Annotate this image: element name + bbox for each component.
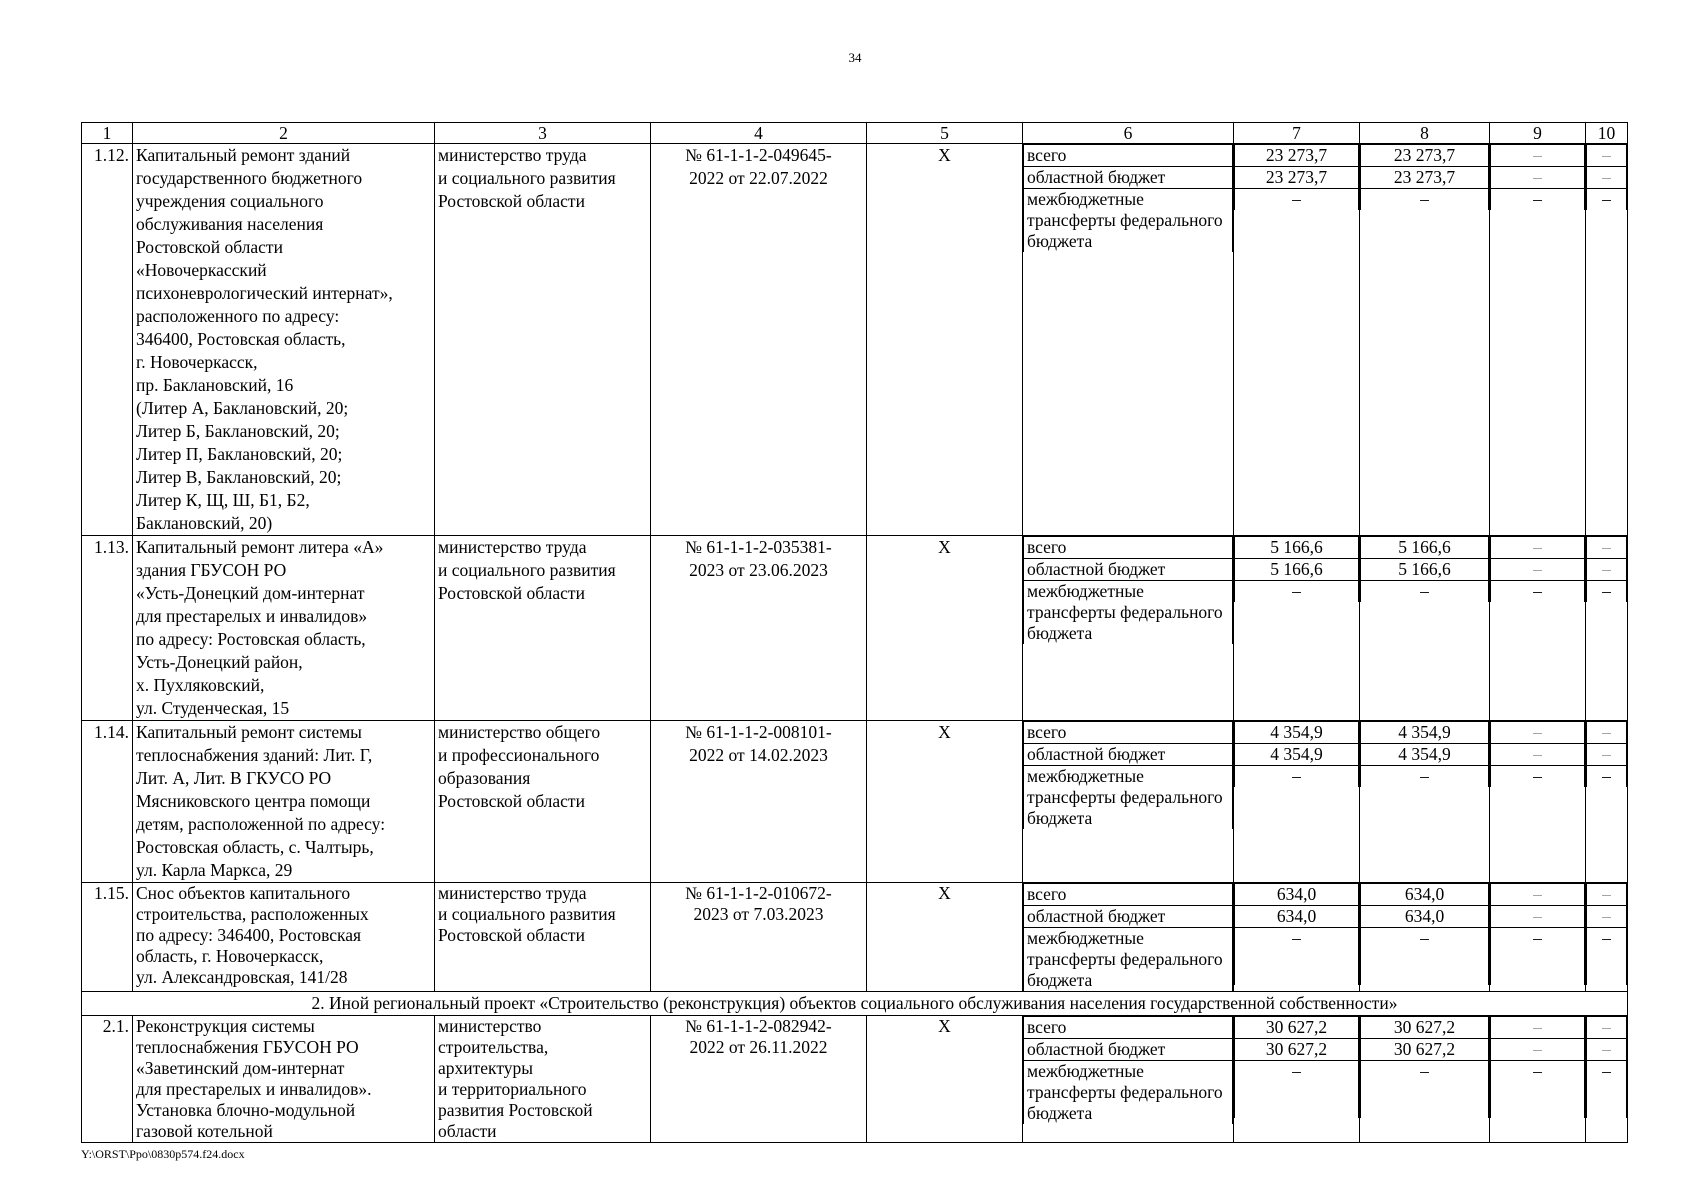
text-line: ул. Карла Маркса, 29 [136, 860, 293, 880]
amount-cell-c8 [1360, 1016, 1490, 1143]
amount-value: 23 273,7 [1235, 167, 1359, 189]
page-number: 34 [848, 50, 862, 65]
amount-value: 634,0 [1235, 906, 1359, 928]
text-line: Литер П, Баклановский, 20; [136, 444, 343, 464]
amount-value: – [1235, 928, 1359, 986]
text-line: государственного бюджетного [136, 168, 363, 188]
text-line: архитектуры [438, 1058, 533, 1078]
text-line: 2022 от 26.11.2022 [689, 1037, 828, 1057]
amount-cell-c10 [1586, 883, 1628, 992]
text-line: министерство труда [438, 883, 587, 903]
text-line: по адресу: 346400, Ростовская [136, 925, 362, 945]
column-number: 5 [867, 123, 1023, 144]
section-heading-row [82, 992, 1628, 1016]
text-line: Литер Б, Баклановский, 20; [136, 421, 340, 441]
registry-table [81, 122, 1628, 1143]
amount-cell-c7 [1234, 883, 1360, 992]
amount-cell-c9 [1490, 144, 1586, 536]
amount-value: – [1587, 537, 1627, 559]
text-line: Установка блочно-модульной [136, 1100, 356, 1120]
text-line: министерство [438, 1016, 542, 1036]
amount-value: – [1361, 581, 1489, 603]
amount-cell-c9 [1490, 1016, 1586, 1143]
text-line: психоневрологический интернат», [136, 283, 393, 303]
text-line: теплоснабжения ГБУСОН РО [136, 1037, 359, 1057]
text-line: обслуживания населения [136, 214, 324, 234]
amount-value: 30 627,2 [1235, 1017, 1359, 1039]
text-line: Капитальный ремонт системы [136, 722, 362, 742]
text-line: Лит. А, Лит. В ГКУСО РО [136, 768, 332, 788]
amount-value: – [1235, 189, 1359, 211]
amount-value: – [1587, 766, 1627, 788]
text-line: строительства, расположенных [136, 904, 369, 924]
amount-value: – [1491, 1061, 1585, 1119]
amount-cell-c10 [1586, 144, 1628, 536]
amount-value: – [1361, 928, 1489, 986]
funding-source-label: межбюджетные трансферты федерального бюджета [1024, 766, 1233, 830]
amount-cell-c8 [1360, 144, 1490, 536]
text-line: области [438, 1121, 497, 1141]
amount-value: 23 273,7 [1361, 145, 1489, 167]
amount-value: – [1491, 744, 1585, 766]
col5-mark: Х [867, 1016, 1023, 1143]
column-number: 3 [435, 123, 651, 144]
funding-source-label: межбюджетные трансферты федерального бюджета [1024, 581, 1233, 645]
amount-value: – [1587, 884, 1627, 906]
table-row [82, 721, 1628, 883]
row-number: 1.12. [82, 144, 133, 536]
row-number: 2.1. [82, 1016, 133, 1143]
text-line: расположенного по адресу: [136, 306, 340, 326]
amount-value: – [1491, 928, 1585, 986]
amount-value: 30 627,2 [1361, 1017, 1489, 1039]
amount-value: 5 166,6 [1361, 559, 1489, 581]
text-line: Баклановский, 20) [136, 513, 273, 533]
text-line: 2022 от 14.02.2023 [689, 745, 828, 765]
amount-cell-c9 [1490, 721, 1586, 883]
text-line: министерство общего [438, 722, 601, 742]
funding-source-label: областной бюджет [1024, 559, 1233, 581]
text-line: № 61-1-1-2-035381- [685, 537, 832, 557]
table-row [82, 144, 1628, 536]
funding-source-cell [1023, 144, 1234, 536]
amount-value: – [1587, 906, 1627, 928]
amount-value: – [1587, 928, 1627, 986]
text-line: министерство труда [438, 537, 587, 557]
row-number: 1.13. [82, 536, 133, 721]
amount-cell-c9 [1490, 536, 1586, 721]
text-line: Снос объектов капитального [136, 883, 351, 903]
text-line: «Новочеркасский [136, 260, 267, 280]
text-line: и социального развития [438, 560, 616, 580]
text-line: г. Новочеркасск, [136, 352, 258, 372]
amount-value: – [1491, 1039, 1585, 1061]
funding-source-cell [1023, 883, 1234, 992]
amount-value: – [1361, 1061, 1489, 1119]
text-line: Капитальный ремонт зданий [136, 145, 351, 165]
amount-value: – [1361, 189, 1489, 211]
amount-value: 30 627,2 [1361, 1039, 1489, 1061]
text-line: учреждения социального [136, 191, 324, 211]
file-path-footer: Y:\ORST\Ppo\0830p574.f24.docx [81, 1147, 245, 1161]
text-line: 2022 от 22.07.2022 [689, 168, 828, 188]
text-line: Мясниковского центра помощи [136, 791, 371, 811]
column-number: 7 [1234, 123, 1360, 144]
text-line: Литер К, Щ, Ш, Б1, Б2, [136, 490, 310, 510]
funding-source-label: межбюджетные трансферты федерального бюджета [1024, 1061, 1233, 1125]
text-line: 2023 от 23.06.2023 [689, 560, 828, 580]
funding-source-label: областной бюджет [1024, 744, 1233, 766]
amount-cell-c9 [1490, 883, 1586, 992]
amount-value: 4 354,9 [1361, 722, 1489, 744]
amount-value: – [1235, 766, 1359, 788]
column-number: 9 [1490, 123, 1586, 144]
funding-source-cell [1023, 1016, 1234, 1143]
amount-value: 634,0 [1235, 884, 1359, 906]
column-number-row [82, 123, 1628, 144]
funding-source-label: всего [1024, 1017, 1233, 1039]
amount-value: 5 166,6 [1235, 559, 1359, 581]
amount-value: – [1491, 167, 1585, 189]
amount-value: 4 354,9 [1361, 744, 1489, 766]
amount-value: 5 166,6 [1361, 537, 1489, 559]
amount-cell-c10 [1586, 536, 1628, 721]
table-row [82, 883, 1628, 992]
text-line: и профессионального [438, 745, 600, 765]
section-title: 2. Иной региональный проект «Строительство (реконструкция) объектов социального обслуживания населения государственной собственности» [82, 992, 1628, 1016]
col5-mark: Х [867, 721, 1023, 883]
text-line: Литер В, Баклановский, 20; [136, 467, 342, 487]
amount-value: – [1491, 766, 1585, 788]
text-line: по адресу: Ростовская область, [136, 629, 366, 649]
text-line: здания ГБУСОН РО [136, 560, 287, 580]
amount-value: – [1491, 906, 1585, 928]
funding-source-label: областной бюджет [1024, 1039, 1233, 1061]
text-line: Ростовской области [438, 191, 585, 211]
amount-cell-c8 [1360, 536, 1490, 721]
text-line: ул. Александровская, 141/28 [136, 967, 348, 987]
amount-value: – [1491, 884, 1585, 906]
table-row [82, 1016, 1628, 1143]
text-line: Капитальный ремонт литера «А» [136, 537, 384, 557]
amount-value: – [1587, 1017, 1627, 1039]
text-line: № 61-1-1-2-082942- [685, 1016, 832, 1036]
amount-value: – [1587, 145, 1627, 167]
text-line: образования [438, 768, 531, 788]
funding-source-label: всего [1024, 884, 1233, 906]
amount-value: – [1491, 145, 1585, 167]
amount-cell-c10 [1586, 721, 1628, 883]
text-line: пр. Баклановский, 16 [136, 375, 294, 395]
text-line: Усть-Донецкий район, [136, 652, 303, 672]
text-line: 2023 от 7.03.2023 [693, 904, 824, 924]
text-line: ул. Студенческая, 15 [136, 698, 290, 718]
amount-cell-c8 [1360, 721, 1490, 883]
funding-source-label: межбюджетные трансферты федерального бюджета [1024, 928, 1233, 992]
column-number: 10 [1586, 123, 1628, 144]
amount-value: 30 627,2 [1235, 1039, 1359, 1061]
text-line: для престарелых и инвалидов». [136, 1079, 372, 1099]
text-line: № 61-1-1-2-008101- [685, 722, 832, 742]
text-line: Ростовской области [438, 925, 585, 945]
text-line: и социального развития [438, 904, 616, 924]
text-line: для престарелых и инвалидов» [136, 606, 368, 626]
column-number: 2 [133, 123, 435, 144]
row-number: 1.14. [82, 721, 133, 883]
amount-value: – [1361, 766, 1489, 788]
funding-source-cell [1023, 536, 1234, 721]
column-number: 8 [1360, 123, 1490, 144]
funding-source-label: областной бюджет [1024, 906, 1233, 928]
amount-value: – [1587, 744, 1627, 766]
col5-mark: Х [867, 144, 1023, 536]
row-number: 1.15. [82, 883, 133, 992]
amount-value: – [1491, 1017, 1585, 1039]
amount-value: – [1491, 189, 1585, 211]
column-number: 6 [1023, 123, 1234, 144]
amount-value: – [1587, 167, 1627, 189]
column-number: 4 [651, 123, 867, 144]
text-line: х. Пухляковский, [136, 675, 265, 695]
column-number: 1 [82, 123, 133, 144]
text-line: область, г. Новочеркасск, [136, 946, 324, 966]
text-line: Ростовской области [136, 237, 283, 257]
amount-value: 634,0 [1361, 906, 1489, 928]
amount-value: – [1235, 1061, 1359, 1119]
amount-value: 634,0 [1361, 884, 1489, 906]
funding-source-label: всего [1024, 722, 1233, 744]
text-line: «Заветинский дом-интернат [136, 1058, 345, 1078]
amount-value: – [1491, 537, 1585, 559]
amount-value: – [1587, 189, 1627, 211]
text-line: газовой котельной [136, 1121, 273, 1141]
amount-cell-c7 [1234, 144, 1360, 536]
amount-value: – [1235, 581, 1359, 603]
text-line: развития Ростовской [438, 1100, 593, 1120]
funding-source-label: всего [1024, 537, 1233, 559]
text-line: детям, расположенной по адресу: [136, 814, 386, 834]
amount-cell-c8 [1360, 883, 1490, 992]
amount-value: – [1587, 1039, 1627, 1061]
text-line: 346400, Ростовская область, [136, 329, 346, 349]
amount-value: 5 166,6 [1235, 537, 1359, 559]
amount-cell-c7 [1234, 721, 1360, 883]
text-line: «Усть-Донецкий дом-интернат [136, 583, 365, 603]
amount-value: – [1491, 559, 1585, 581]
col5-mark: Х [867, 883, 1023, 992]
amount-value: 4 354,9 [1235, 744, 1359, 766]
col5-mark: Х [867, 536, 1023, 721]
amount-cell-c7 [1234, 536, 1360, 721]
funding-source-label: областной бюджет [1024, 167, 1233, 189]
amount-cell-c10 [1586, 1016, 1628, 1143]
amount-value: – [1587, 1061, 1627, 1119]
amount-value: – [1587, 581, 1627, 603]
text-line: теплоснабжения зданий: Лит. Г, [136, 745, 373, 765]
amount-value: 4 354,9 [1235, 722, 1359, 744]
text-line: строительства, [438, 1037, 549, 1057]
funding-source-label: межбюджетные трансферты федерального бюджета [1024, 189, 1233, 253]
text-line: Реконструкция системы [136, 1016, 315, 1036]
funding-source-cell [1023, 721, 1234, 883]
amount-cell-c7 [1234, 1016, 1360, 1143]
amount-value: – [1587, 559, 1627, 581]
text-line: (Литер А, Баклановский, 20; [136, 398, 349, 418]
text-line: № 61-1-1-2-010672- [685, 883, 832, 903]
funding-source-label: всего [1024, 145, 1233, 167]
amount-value: 23 273,7 [1361, 167, 1489, 189]
text-line: Ростовская область, с. Чалтырь, [136, 837, 374, 857]
text-line: и территориального [438, 1079, 587, 1099]
amount-value: 23 273,7 [1235, 145, 1359, 167]
amount-value: – [1491, 722, 1585, 744]
text-line: министерство труда [438, 145, 587, 165]
amount-value: – [1587, 722, 1627, 744]
text-line: и социального развития [438, 168, 616, 188]
text-line: № 61-1-1-2-049645- [685, 145, 832, 165]
text-line: Ростовской области [438, 791, 585, 811]
table-row [82, 536, 1628, 721]
text-line: Ростовской области [438, 583, 585, 603]
amount-value: – [1491, 581, 1585, 603]
